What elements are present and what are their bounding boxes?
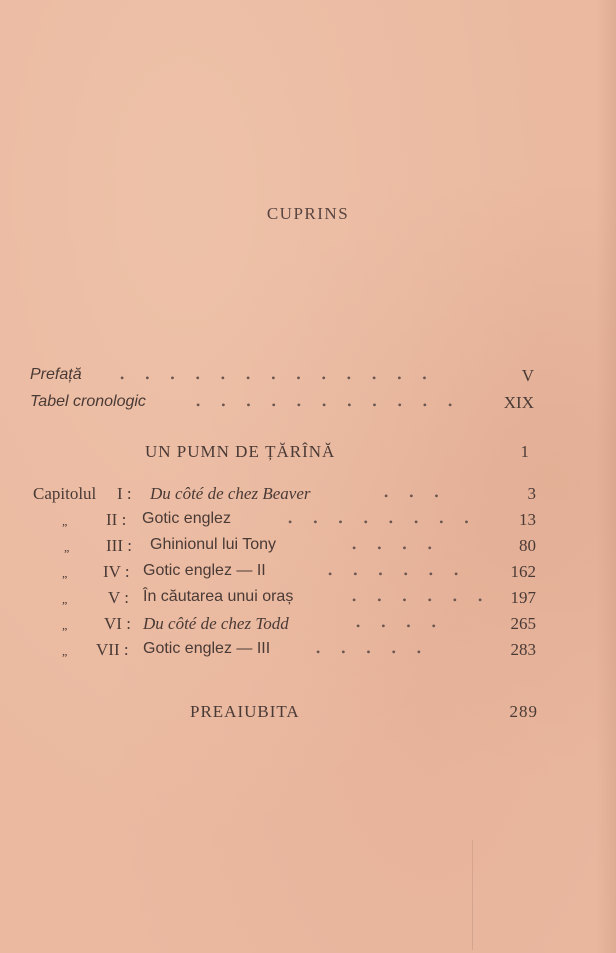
chapter-title: Gotic englez — II <box>143 562 266 579</box>
toc-page-number: 265 <box>510 614 536 633</box>
toc-label: Tabel cronologic <box>30 393 146 410</box>
section-title: PREAIUBITA <box>190 702 300 721</box>
toc-leader-dots: • • • • <box>352 541 441 555</box>
ditto-mark: „ <box>62 618 68 632</box>
toc-chapter-2 <box>0 510 616 534</box>
toc-entry-tabel-cronologic <box>0 393 616 417</box>
toc-leader-dots: • • • • • • • • <box>288 515 478 529</box>
ditto-mark: „ <box>62 592 68 606</box>
toc-chapter-6 <box>0 614 616 638</box>
toc-leader-dots: • • • • • • • • • • • • • <box>120 371 436 385</box>
toc-chapter-1 <box>0 484 616 508</box>
toc-page-number: 162 <box>510 562 536 581</box>
chapter-numeral: IV : <box>103 562 130 581</box>
chapter-title: În căutarea unui oraș <box>143 588 294 605</box>
toc-leader-dots: • • • <box>384 489 448 503</box>
section-page-number: 289 <box>509 702 538 721</box>
toc-entry-prefata <box>0 366 616 390</box>
ditto-mark: „ <box>62 514 68 528</box>
ditto-mark: „ <box>62 644 68 658</box>
toc-leader-dots: • • • • • <box>316 645 431 659</box>
chapter-numeral: III : <box>106 536 132 555</box>
page-edge-shadow <box>596 0 616 953</box>
ditto-mark: „ <box>62 566 68 580</box>
toc-chapter-3 <box>0 536 616 560</box>
toc-chapter-4 <box>0 562 616 586</box>
chapter-numeral: V : <box>108 588 129 607</box>
chapter-title: Du côté de chez Beaver <box>150 484 311 503</box>
chapter-title: Gotic englez — III <box>143 640 271 657</box>
toc-page-number: 80 <box>519 536 536 555</box>
chapter-numeral: VI : <box>104 614 131 633</box>
chapter-prefix: Capitolul <box>33 484 97 503</box>
toc-page-number: XIX <box>503 393 534 412</box>
chapter-title: Gotic englez <box>142 510 231 527</box>
toc-page-number: 3 <box>527 484 536 503</box>
ditto-mark: „ <box>64 540 70 554</box>
toc-leader-dots: • • • • • • <box>328 567 468 581</box>
section-page-number: 1 <box>520 442 530 461</box>
toc-page-number: 13 <box>519 510 536 529</box>
toc-page-number: V <box>521 366 534 385</box>
toc-leader-dots: • • • • <box>356 619 445 633</box>
chapter-title: Du côté de chez Todd <box>143 614 289 633</box>
chapter-title: Ghinionul lui Tony <box>150 536 277 553</box>
toc-label: Prefață <box>30 366 82 383</box>
toc-page-number: 283 <box>510 640 536 659</box>
toc-page-number: 197 <box>510 588 536 607</box>
toc-leader-dots: • • • • • • • • • • • <box>196 398 462 412</box>
chapter-numeral: VII : <box>96 640 129 659</box>
section-title: UN PUMN DE ȚĂRÎNĂ <box>145 442 336 461</box>
toc-chapter-7 <box>0 640 616 664</box>
toc-chapter-5 <box>0 588 616 612</box>
page-title: CUPRINS <box>266 204 350 223</box>
chapter-numeral: I : <box>117 484 132 503</box>
chapter-numeral: II : <box>106 510 127 529</box>
paper-crease <box>472 840 473 950</box>
toc-leader-dots: • • • • • • <box>352 593 492 607</box>
